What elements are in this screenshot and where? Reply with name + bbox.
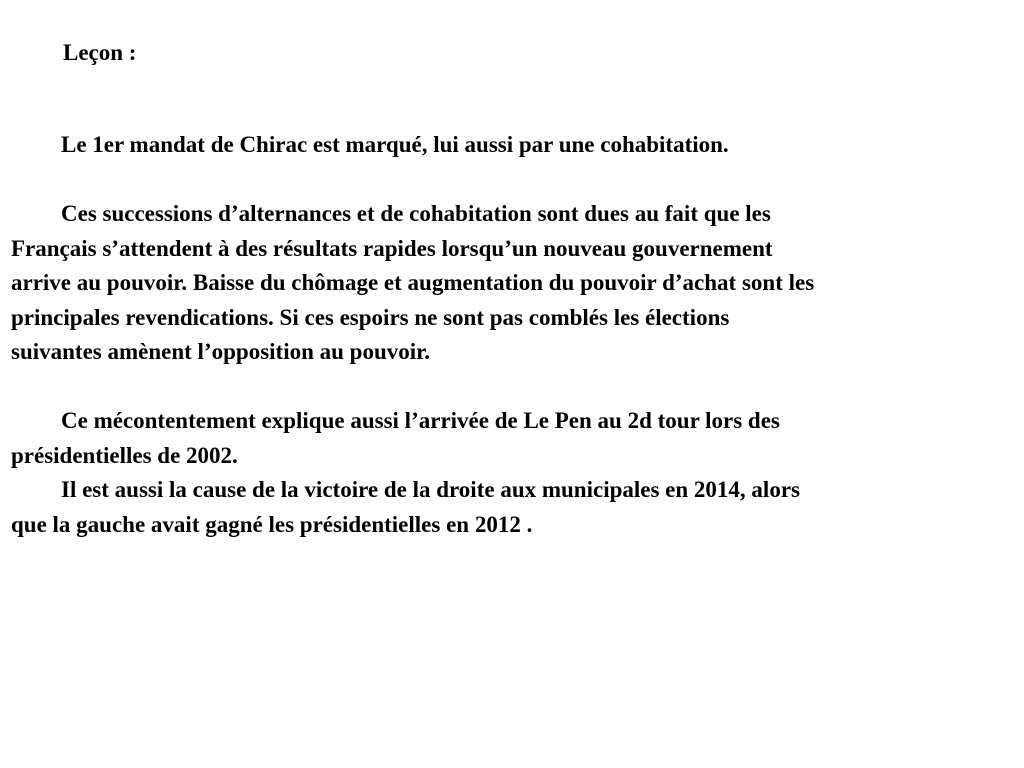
text-line: que la gauche avait gagné les présidentielles en 2012 .: [11, 511, 533, 537]
text-line: principales revendications. Si ces espoirs ne sont pas comblés les élections: [11, 304, 730, 330]
slide-title: Leçon :: [63, 40, 137, 65]
slide-body: [11, 128, 1011, 542]
text-line: présidentielles de 2002.: [11, 442, 238, 468]
paragraph-alternances: [11, 197, 1011, 370]
text-line: Français s’attendent à des résultats rapides lorsqu’un nouveau gouvernement: [11, 235, 773, 261]
paragraph-le-pen: [11, 404, 1011, 473]
paragraph-chirac-mandate: [11, 128, 1011, 163]
text-line: arrive au pouvoir. Baisse du chômage et augmentation du pouvoir d’achat sont les: [11, 270, 815, 295]
text-line: Le 1er mandat de Chirac est marqué, lui aussi par une cohabitation.: [61, 132, 729, 157]
text-line: suivantes amènent l’opposition au pouvoir.: [11, 339, 430, 364]
paragraph-spacer: [11, 163, 1011, 198]
paragraph-municipales: [11, 473, 1011, 542]
paragraph-spacer: [11, 370, 1011, 405]
text-line: Ces successions d’alternances et de cohabitation sont dues au fait que les: [61, 201, 771, 226]
text-line: Il est aussi la cause de la victoire de la droite aux municipales en 2014, alors: [61, 477, 800, 502]
text-line: Ce mécontentement explique aussi l’arrivée de Le Pen au 2d tour lors des: [61, 408, 780, 433]
